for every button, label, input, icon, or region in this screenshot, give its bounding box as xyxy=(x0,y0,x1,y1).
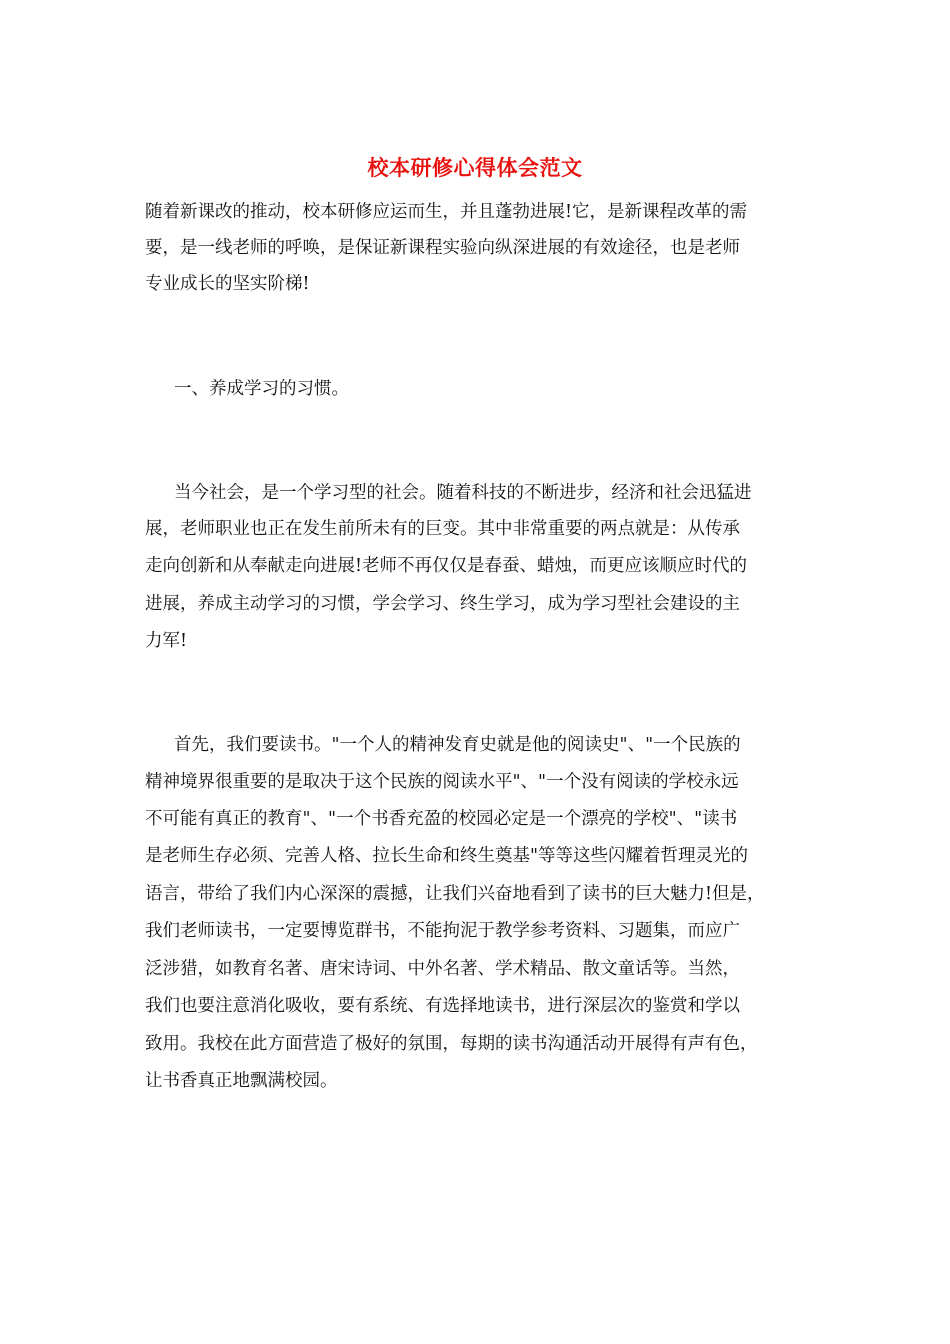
intro-line: 专业成长的坚实阶梯! xyxy=(145,274,310,294)
paragraph-line: 我们也要注意消化吸收，要有系统、有选择地读书，进行深层次的鉴赏和学以 xyxy=(145,996,740,1016)
paragraph-line: 力军! xyxy=(145,631,188,651)
paragraph-line: 首先，我们要读书。"一个人的精神发育史就是他的阅读史"、"一个民族的 xyxy=(174,735,741,755)
paragraph-line: 我们老师读书，一定要博览群书，不能拘泥于教学参考资料、习题集，而应广 xyxy=(145,921,740,941)
paragraph-line: 精神境界很重要的是取决于这个民族的阅读水平"、"一个没有阅读的学校永远 xyxy=(145,772,739,792)
paragraph-line: 展，老师职业也正在发生前所未有的巨变。其中非常重要的两点就是：从传承 xyxy=(145,519,740,539)
paragraph-line: 是老师生存必须、完善人格、拉长生命和终生奠基"等等这些闪耀着哲理灵光的 xyxy=(145,846,749,866)
intro-line: 要，是一线老师的呼唤，是保证新课程实验向纵深进展的有效途径，也是老师 xyxy=(145,238,740,258)
section-heading: 一、养成学习的习惯。 xyxy=(174,379,349,399)
document-title: 校本研修心得体会范文 xyxy=(367,155,583,180)
paragraph-line: 不可能有真正的教育"、"一个书香充盈的校园必定是一个漂亮的学校"、"读书 xyxy=(145,809,738,829)
paragraph-line: 进展，养成主动学习的习惯，学会学习、终生学习，成为学习型社会建设的主 xyxy=(145,594,740,614)
intro-line: 随着新课改的推动，校本研修应运而生，并且蓬勃进展!它，是新课程改革的需 xyxy=(145,202,748,222)
paragraph-line: 当今社会，是一个学习型的社会。随着科技的不断进步，经济和社会迅猛进 xyxy=(174,483,752,503)
paragraph-line: 让书香真正地飘满校园。 xyxy=(145,1071,338,1091)
paragraph-line: 走向创新和从奉献走向进展!老师不再仅仅是春蚕、蜡烛，而更应该顺应时代的 xyxy=(145,556,748,576)
paragraph-line: 语言，带给了我们内心深深的震撼，让我们兴奋地看到了读书的巨大魅力!但是， xyxy=(145,884,765,904)
paragraph-line: 泛涉猎，如教育名著、唐宋诗词、中外名著、学术精品、散文童话等。当然， xyxy=(145,959,740,979)
paragraph-line: 致用。我校在此方面营造了极好的氛围，每期的读书沟通活动开展得有声有色， xyxy=(145,1034,758,1054)
